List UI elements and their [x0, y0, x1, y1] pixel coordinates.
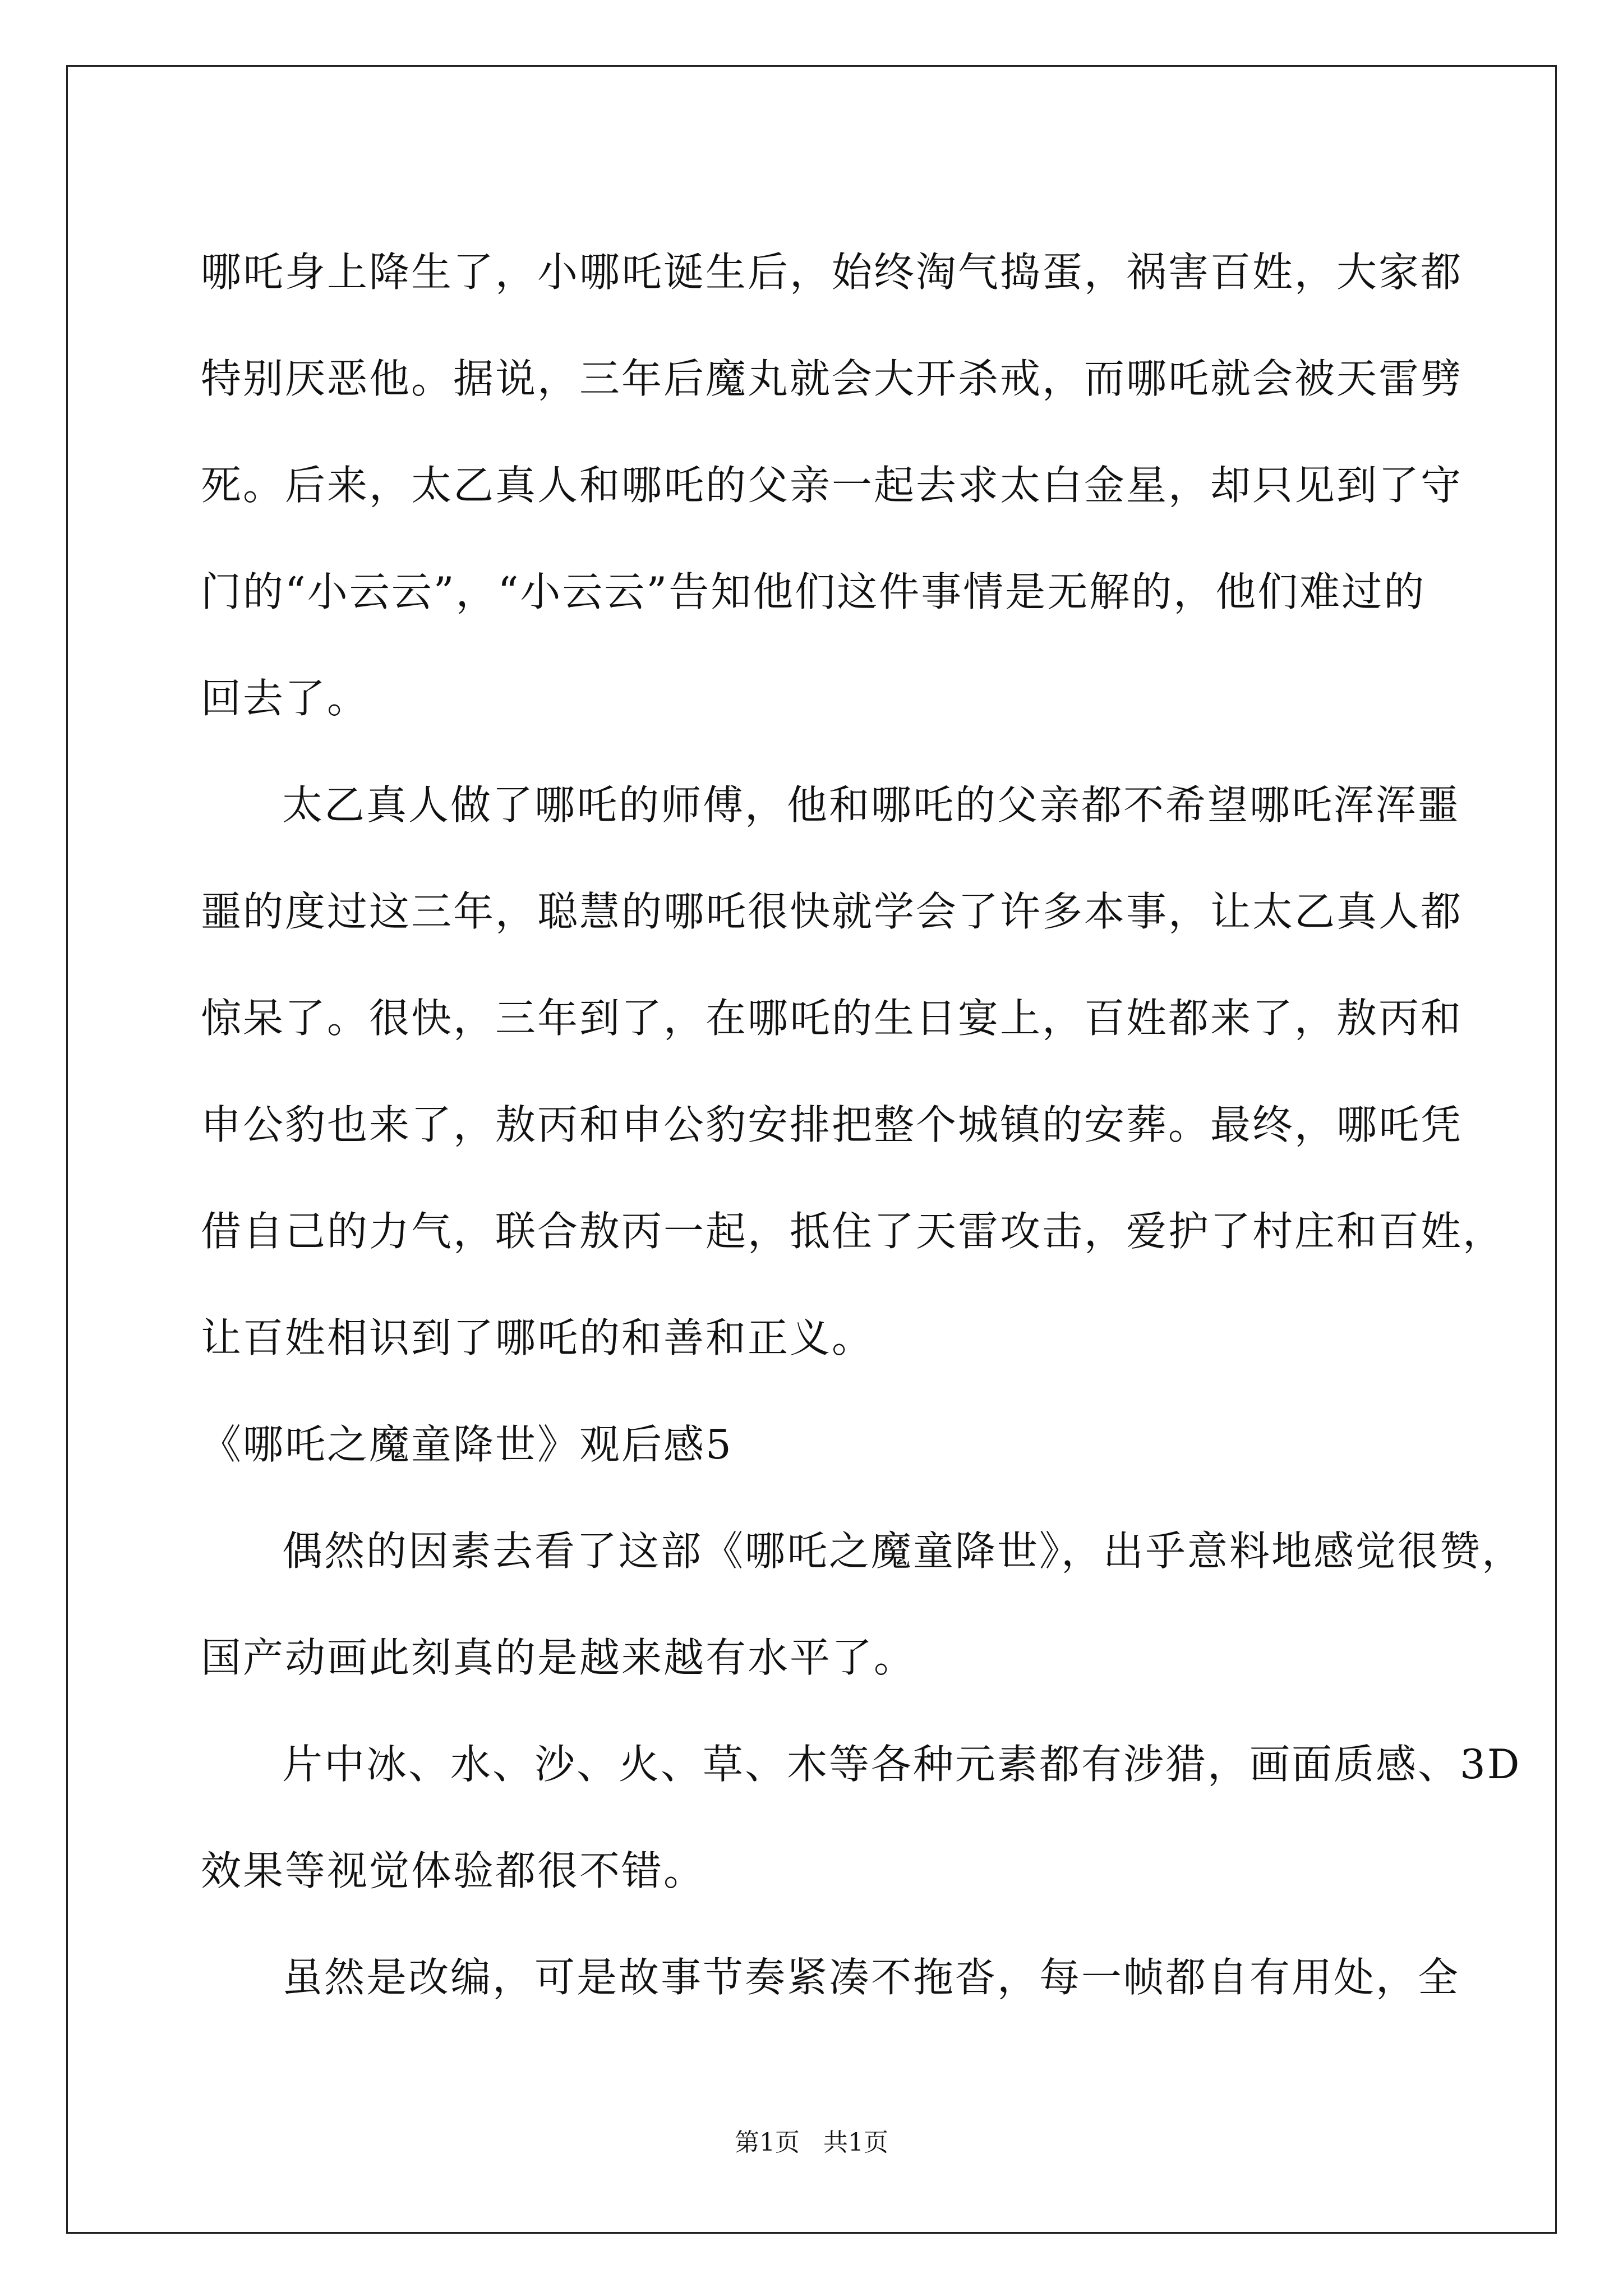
text-line: 效果等视觉体验都很不错。 [201, 1847, 706, 1894]
page-footer: 第1页 共1页 [735, 2128, 888, 2157]
text-line: 特别厌恶他。据说，三年后魔丸就会大开杀戒，而哪吒就会被天雷劈 [201, 355, 1463, 402]
text-line: 让百姓相识到了哪吒的和善和正义。 [201, 1314, 874, 1361]
section-heading: 《哪吒之魔童降世》观后感5 [201, 1421, 733, 1468]
paragraph-first-line: 偶然的因素去看了这部《哪吒之魔童降世》，出乎意料地感觉很赞， [282, 1527, 1524, 1575]
text-line: 惊呆了。很快，三年到了，在哪吒的生日宴上，百姓都来了，敖丙和 [201, 995, 1463, 1042]
text-line: 门的“小云云”，“小云云”告知他们这件事情是无解的，他们难过的 [201, 568, 1426, 615]
paragraph-first-line: 太乙真人做了哪吒的师傅，他和哪吒的父亲都不希望哪吒浑浑噩 [282, 781, 1460, 829]
document-body [201, 219, 1524, 2031]
paragraph-first-line: 虽然是改编，可是故事节奏紧凑不拖沓，每一帧都自有用处，全 [282, 1954, 1460, 2001]
paragraph-first-line: 片中冰、水、沙、火、草、木等各种元素都有涉猎，画面质感、3D [282, 1741, 1521, 1788]
text-line: 回去了。 [201, 675, 370, 722]
text-line: 死。后来，太乙真人和哪吒的父亲一起去求太白金星，却只见到了守 [201, 462, 1463, 509]
text-line: 哪吒身上降生了，小哪吒诞生后，始终淘气捣蛋，祸害百姓，大家都 [201, 249, 1463, 296]
text-line: 噩的度过这三年，聪慧的哪吒很快就学会了许多本事，让太乙真人都 [201, 888, 1463, 935]
text-line: 国产动画此刻真的是越来越有水平了。 [201, 1634, 916, 1681]
text-line: 借自己的力气，联合敖丙一起，抵住了天雷攻击，爱护了村庄和百姓， [201, 1208, 1505, 1255]
text-line: 申公豹也来了，敖丙和申公豹安排把整个城镇的安葬。最终，哪吒凭 [201, 1101, 1463, 1148]
